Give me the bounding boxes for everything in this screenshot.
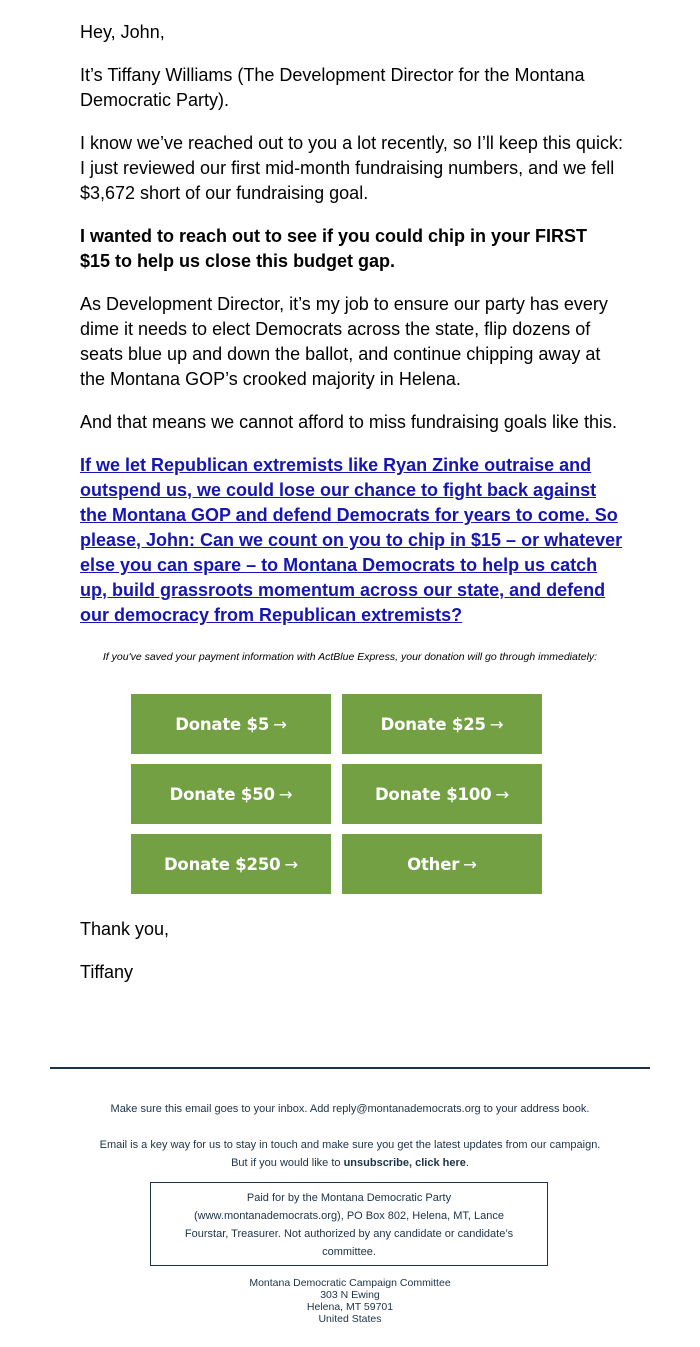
intro-paragraph: It’s Tiffany Williams (The Development Director for the Montana Democratic Party).	[80, 65, 585, 110]
arrow-right-icon: →	[284, 854, 299, 874]
donate-50-button[interactable]	[131, 764, 331, 824]
donate-25-label: Donate $25	[380, 714, 486, 734]
cta-paragraph	[80, 453, 625, 628]
address-street: 303 N Ewing	[320, 1289, 380, 1301]
address-city: Helena, MT 59701	[306, 1301, 394, 1313]
role-paragraph: As Development Director, it’s my job to ensure our party has every dime it needs to elect Democrats across the state, flip dozens of seats blue up and down the ballot, and continue chipping away at the Montana GOP’s crooked majority in Helena.	[80, 294, 608, 389]
arrow-right-icon: →	[463, 854, 477, 874]
arrow-right-icon: →	[278, 784, 293, 804]
donate-other-button[interactable]	[342, 834, 542, 894]
address-country: United States	[318, 1313, 382, 1325]
signature: Tiffany	[80, 962, 134, 982]
actblue-express-note: If you've saved your payment information with ActBlue Express, your donation will go through immediately:	[102, 651, 598, 663]
donate-250-button[interactable]	[131, 834, 331, 894]
unsubscribe-prefix: But if you would like to	[231, 1157, 344, 1169]
donate-5-label: Donate $5	[175, 714, 270, 734]
signoff: Thank you,	[80, 919, 170, 939]
arrow-right-icon: →	[489, 714, 504, 734]
donate-50-label: Donate $50	[169, 784, 275, 804]
cta-link[interactable]: If we let Republican extremists like Ryan Zinke outraise and outspend us, we could lose our chance to fight back against the Montana GOP and defend Democrats for years to come. So please, John: Can we count on you to chip in $15 – or whatever else you can spare – to Montana Democrats to help us catch up, build grassroots momentum across our state, and defend our democracy from Republican extremists?	[80, 455, 623, 625]
donate-100-button[interactable]	[342, 764, 542, 824]
inbox-note: Make sure this email goes to your inbox. Add reply@montanademocrats.org to your address book.	[110, 1103, 590, 1115]
donate-other-label: Other	[407, 854, 460, 874]
arrow-right-icon: →	[495, 784, 510, 804]
goals-paragraph: And that means we cannot afford to miss fundraising goals like this.	[80, 412, 617, 432]
donate-25-button[interactable]	[342, 694, 542, 754]
greeting: Hey, John,	[80, 22, 165, 42]
shortfall-paragraph: I know we’ve reached out to you a lot recently, so I’ll keep this quick: I just reviewed our first mid-month fundraising numbers, and we fell $3,672 short of our fundraising goal.	[80, 133, 623, 203]
ask-paragraph: I wanted to reach out to see if you could chip in your FIRST $15 to help us close this budget gap.	[80, 226, 588, 271]
unsubscribe-suffix: .	[465, 1157, 469, 1169]
donate-5-button[interactable]	[131, 694, 331, 754]
donate-100-label: Donate $100	[374, 784, 492, 804]
donate-250-label: Donate $250	[163, 854, 281, 874]
mailing-address	[0, 1277, 700, 1325]
footer-divider	[50, 1067, 650, 1069]
unsubscribe-line	[0, 1154, 700, 1172]
arrow-right-icon: →	[273, 714, 287, 734]
paid-for-disclaimer: Paid for by the Montana Democratic Party (www.montanademocrats.org), PO Box 802, Helena, MT, Lance Fourstar, Treasurer. Not authorized by any candidate or candidate’s committee.	[150, 1182, 548, 1266]
address-org: Montana Democratic Campaign Committee	[249, 1277, 451, 1289]
keep-in-touch-note: Email is a key way for us to stay in touch and make sure you get the latest updates from our campaign.	[99, 1139, 601, 1151]
unsubscribe-link[interactable]: unsubscribe, click here	[343, 1157, 466, 1169]
